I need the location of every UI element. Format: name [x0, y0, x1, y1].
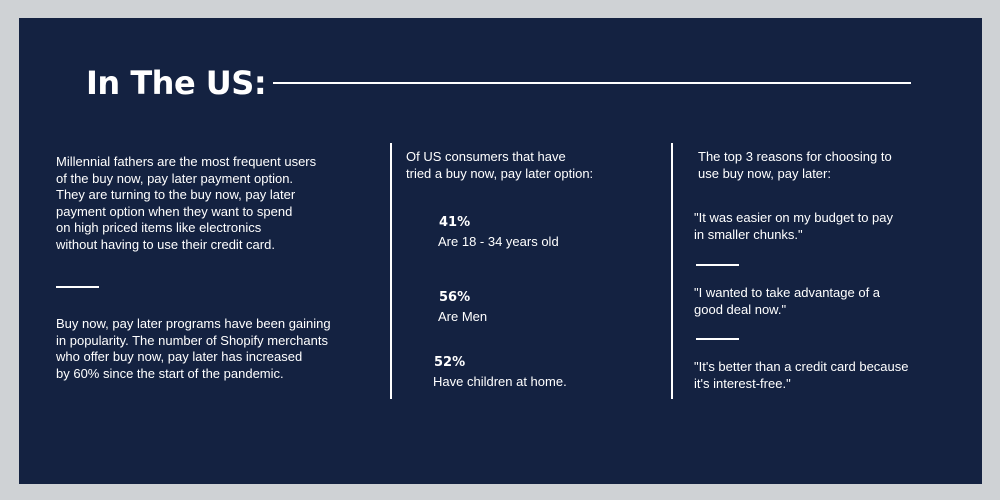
paragraph-line: by 60% since the start of the pandemic. [56, 365, 284, 381]
intro-line: The top 3 reasons for choosing to [698, 149, 892, 164]
quote-budget [694, 210, 893, 243]
paragraph-line: in popularity. The number of Shopify merchants [56, 332, 328, 348]
paragraph-line: on high priced items like electronics [56, 220, 262, 235]
stat-value-children: 52% [434, 355, 466, 370]
quote-line: in smaller chunks." [694, 226, 803, 242]
quote-line: it's interest-free." [694, 375, 791, 391]
intro-line: use buy now, pay later: [698, 165, 831, 181]
paragraph-line: Buy now, pay later programs have been gaining [56, 316, 331, 331]
paragraph-line: They are turning to the buy now, pay later [56, 187, 296, 202]
infographic-card [19, 18, 982, 484]
quote-interest-free [694, 359, 909, 392]
quote-divider [696, 264, 739, 266]
reasons-intro [698, 149, 892, 182]
paragraph-line: who offer buy now, pay later has increased [56, 349, 303, 364]
title-divider [273, 82, 911, 84]
column-divider-left [390, 143, 392, 399]
paragraph-line: payment option when they want to spend [56, 203, 293, 219]
left-column-divider [56, 286, 99, 288]
quote-line: "I wanted to take advantage of a [694, 285, 881, 300]
paragraph-line: of the buy now, pay later payment option. [56, 170, 294, 186]
page-title: In The US: [86, 64, 267, 102]
quote-line: "It was easier on my budget to pay [694, 210, 893, 225]
consumer-stats-intro [406, 149, 593, 182]
shopify-growth-paragraph [56, 316, 331, 382]
quote-divider [696, 338, 739, 340]
stat-value-age: 41% [439, 215, 471, 230]
intro-line: Of US consumers that have [406, 149, 566, 164]
paragraph-line: Millennial fathers are the most frequent users [56, 154, 317, 169]
quote-line: "It's better than a credit card because [694, 359, 909, 374]
paragraph-line: without having to use their credit card. [56, 236, 275, 252]
quote-line: good deal now." [694, 301, 787, 317]
quote-good-deal [694, 285, 880, 318]
stat-value-men: 56% [439, 290, 471, 305]
millennial-fathers-paragraph [56, 154, 316, 253]
stat-label-children: Have children at home. [433, 374, 567, 389]
stat-label-age: Are 18 - 34 years old [438, 234, 559, 249]
stat-label-men: Are Men [438, 309, 488, 324]
column-divider-right [671, 143, 673, 399]
intro-line: tried a buy now, pay later option: [406, 165, 594, 181]
